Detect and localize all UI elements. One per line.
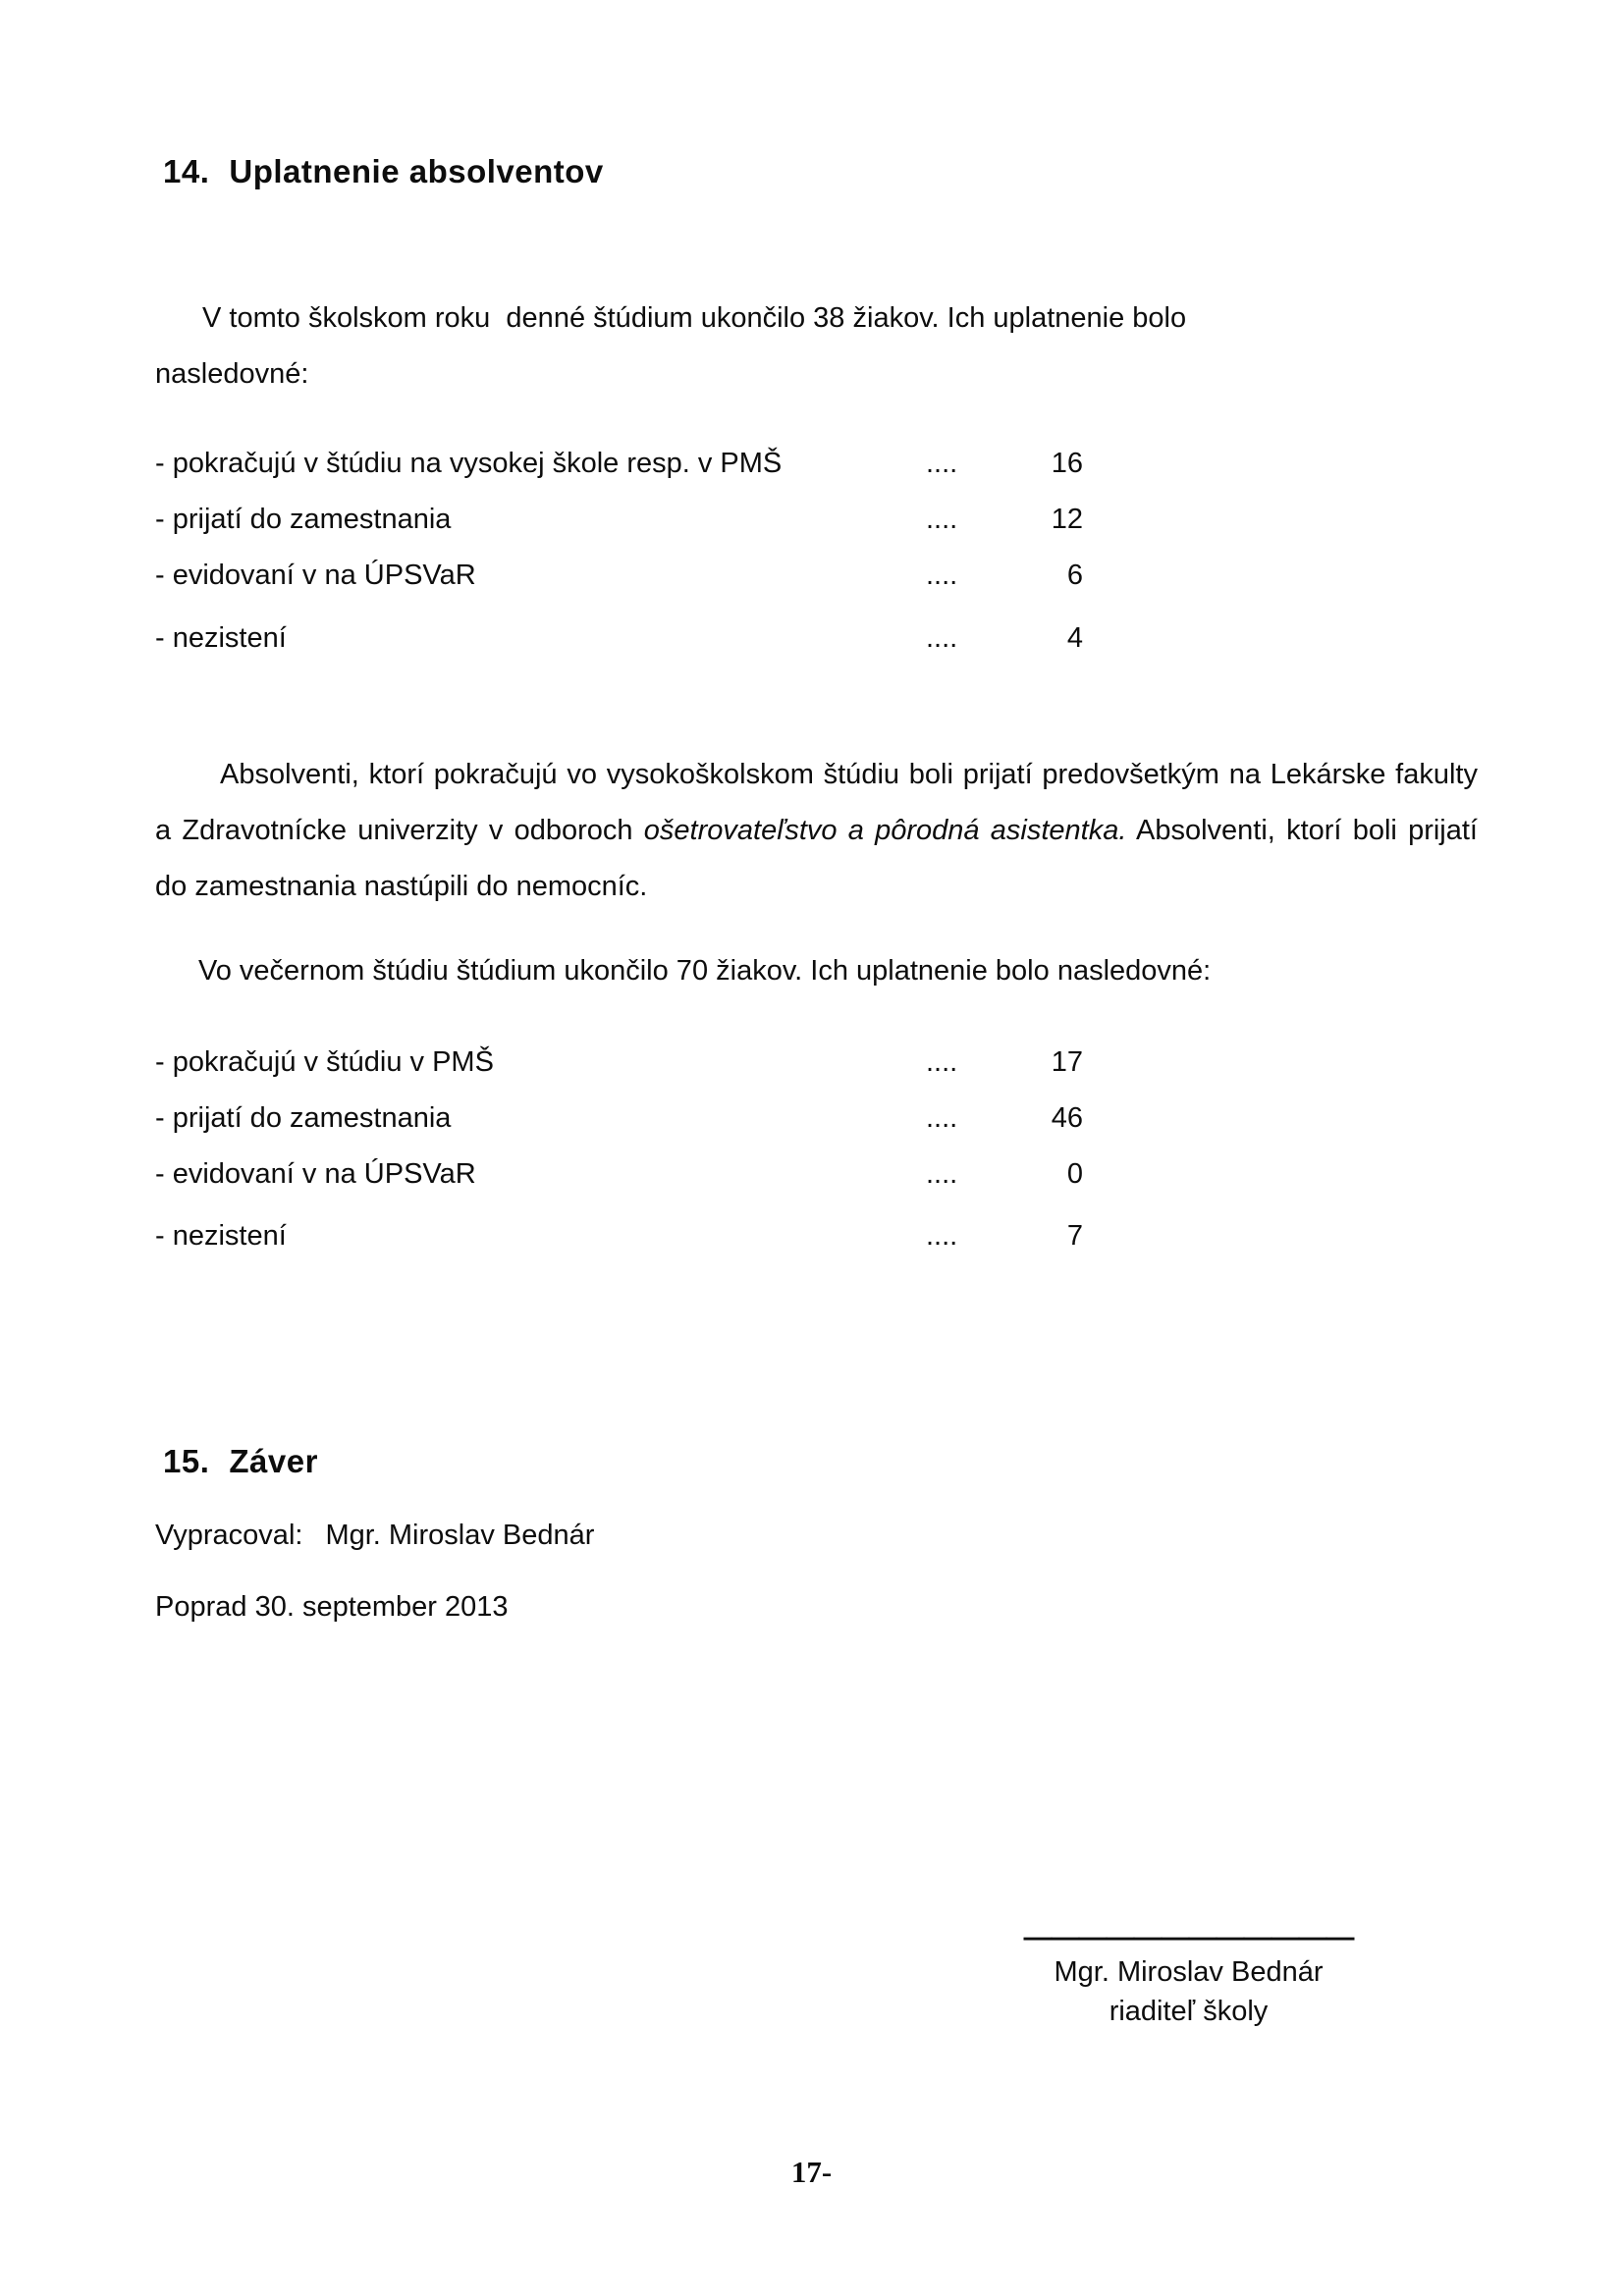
placement-label: - pokračujú v štúdiu v PMŠ [155, 1046, 494, 1078]
evening-placements-list [155, 1035, 1478, 1264]
absolventi-paragraph-part2: Absolventi, ktorí boli prijatí do zamestnania nastúpili do nemocníc. [155, 815, 1478, 902]
placement-value: 16 [1051, 448, 1083, 479]
dots-leader: .... [926, 504, 958, 535]
placement-label: - nezistení [155, 1220, 287, 1252]
signature-line: ———————————— [1023, 1922, 1354, 1953]
prepared-by-line [155, 1508, 1478, 1564]
placement-value: 6 [1066, 560, 1083, 591]
dots-leader: .... [926, 1220, 958, 1252]
list-item [155, 492, 1478, 548]
day-study-intro-paragraph [155, 291, 1478, 402]
section-14-heading [155, 153, 1478, 190]
section-15-number: 15. [163, 1443, 210, 1479]
signature-name: Mgr. Miroslav Bednár [1054, 1956, 1324, 1988]
signature-role: riaditeľ školy [1109, 1996, 1269, 2027]
list-item [155, 548, 1478, 604]
dots-leader: .... [926, 1158, 958, 1190]
placement-label: - evidovaní v na ÚPSVaR [155, 1158, 476, 1190]
place-date-line: Poprad 30. september 2013 [155, 1591, 509, 1623]
list-item [155, 1147, 1478, 1202]
placement-value: 12 [1051, 504, 1083, 535]
placement-value: 17 [1051, 1046, 1083, 1078]
section-15-title: Záver [229, 1443, 318, 1479]
day-study-intro-line2: nasledovné: [155, 358, 309, 390]
dots-leader: .... [926, 1046, 958, 1078]
placement-value: 4 [1066, 622, 1083, 654]
placement-value: 46 [1051, 1102, 1083, 1134]
section-15-heading [155, 1443, 1478, 1480]
placement-value: 7 [1066, 1220, 1083, 1252]
dots-leader: .... [926, 622, 958, 654]
absolventi-paragraph-italic: ošetrovateľstvo a pôrodná asistentka. [643, 815, 1127, 846]
signature-block [1019, 1924, 1358, 2031]
dots-leader: .... [926, 1102, 958, 1134]
section-14-number: 14. [163, 153, 210, 189]
dots-leader: .... [926, 560, 958, 591]
day-study-intro-line1: V tomto školskom roku denné štúdium ukončilo 38 žiakov. Ich uplatnenie bolo [202, 302, 1187, 334]
placement-label: - pokračujú v štúdiu na vysokej škole resp. v PMŠ [155, 448, 783, 479]
placement-label: - evidovaní v na ÚPSVaR [155, 560, 476, 591]
day-placements-list [155, 436, 1478, 667]
prepared-by-name: Mgr. Miroslav Bednár [325, 1520, 595, 1551]
list-item [155, 436, 1478, 492]
list-item [155, 1208, 1478, 1264]
evening-study-intro: Vo večernom štúdiu štúdium ukončilo 70 žiakov. Ich uplatnenie bolo nasledovné: [198, 955, 1212, 987]
list-item [155, 1091, 1478, 1147]
absolventi-paragraph [155, 747, 1478, 915]
placement-label: - prijatí do zamestnania [155, 1102, 452, 1134]
dots-leader: .... [926, 448, 958, 479]
list-item [155, 611, 1478, 667]
placement-label: - nezistení [155, 622, 287, 654]
absolventi-paragraph-part1: Absolventi, ktorí pokračujú vo vysokoškolskom štúdiu boli prijatí predovšetkým na Lekárske fakulty a Zdravotnícke univerzity v odboroch [155, 759, 1478, 846]
list-item [155, 1035, 1478, 1091]
placement-label: - prijatí do zamestnania [155, 504, 452, 535]
prepared-by-label: Vypracoval: [155, 1520, 303, 1551]
page-content [155, 0, 1478, 2031]
placement-value: 0 [1066, 1158, 1083, 1190]
page-number: 17- [790, 2155, 833, 2189]
section-14-title: Uplatnenie absolventov [229, 153, 604, 189]
